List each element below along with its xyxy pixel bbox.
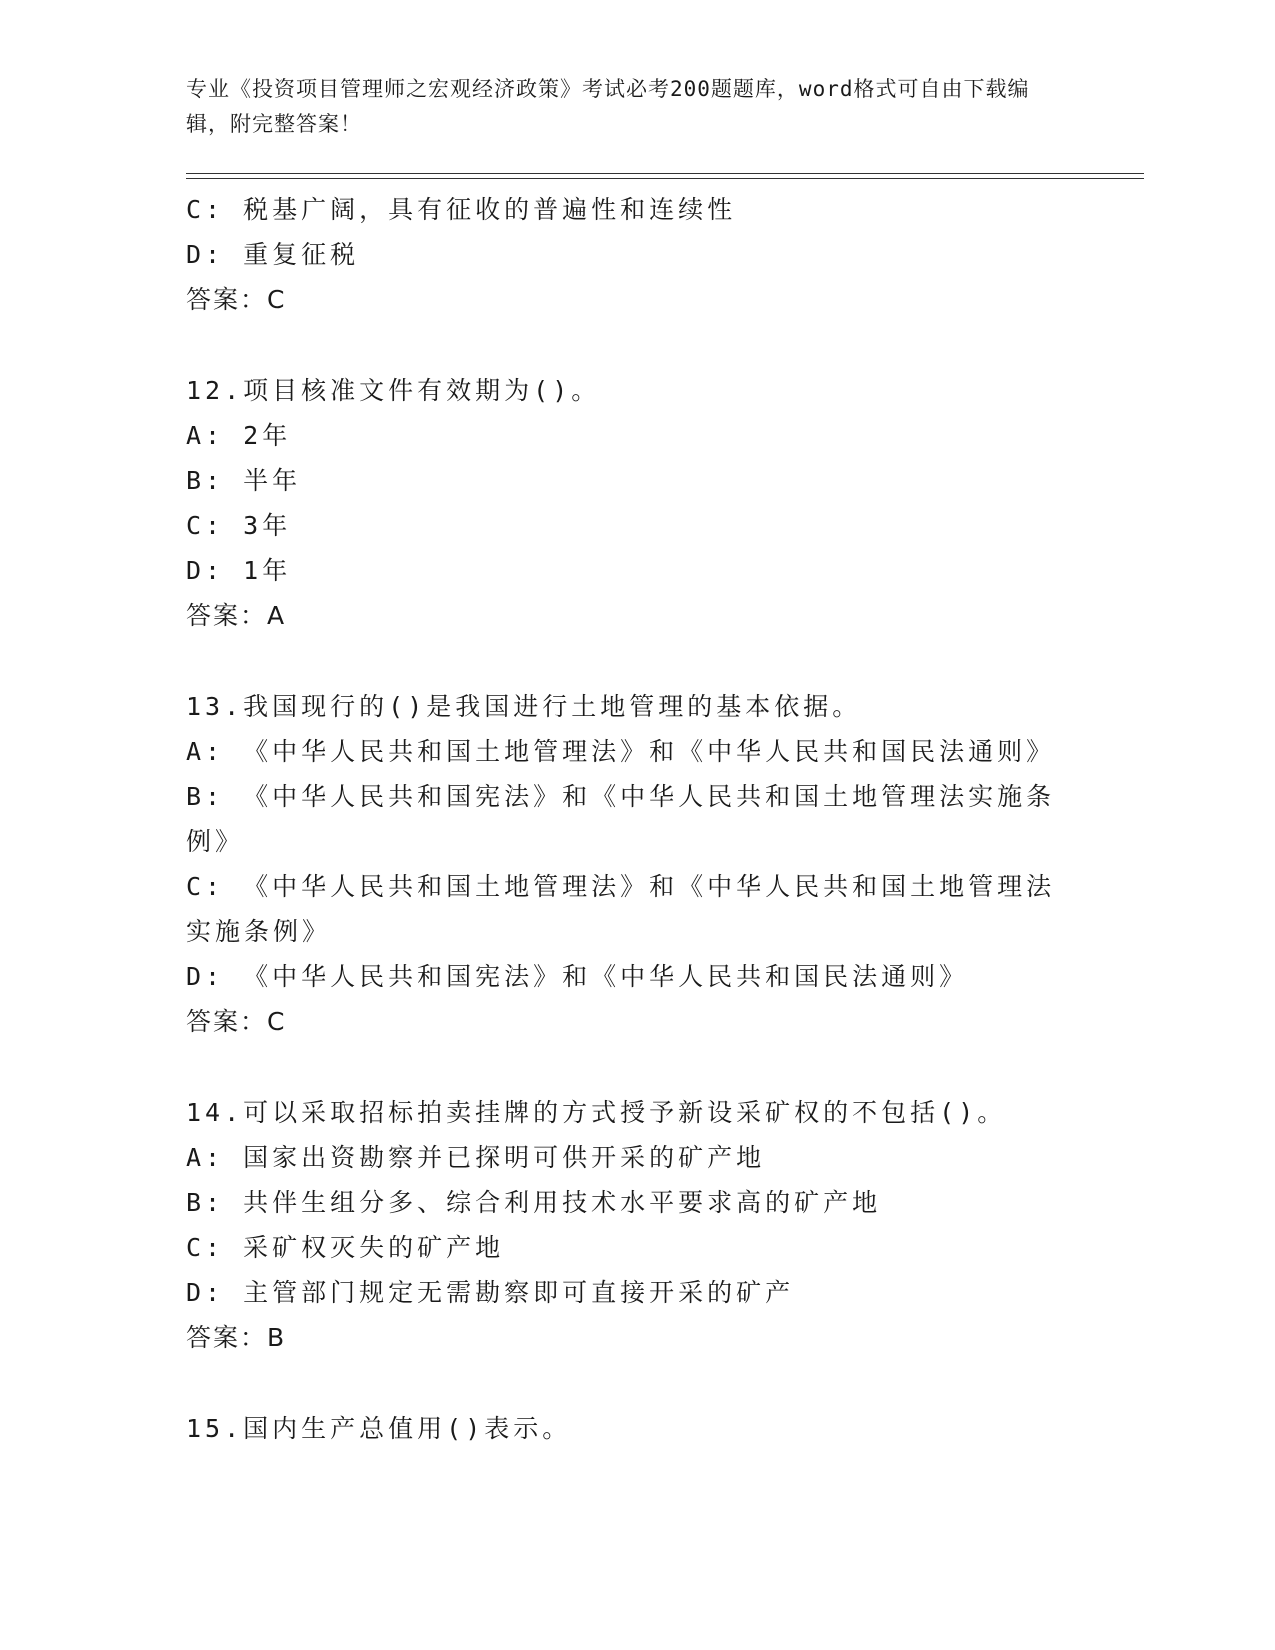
answer-line: 答案：C xyxy=(186,285,285,314)
option-line: B: 半年 xyxy=(186,466,302,495)
answer-line: 答案：C xyxy=(186,1007,285,1036)
question-stem: 13.我国现行的()是我国进行土地管理的基本依据。 xyxy=(186,692,862,721)
answer-line: 答案：A xyxy=(186,601,285,630)
option-line: D: 主管部门规定无需勘察即可直接开采的矿产 xyxy=(186,1278,795,1307)
option-line: A: 《中华人民共和国土地管理法》和《中华人民共和国民法通则》 xyxy=(186,737,1056,766)
option-line: C: 《中华人民共和国土地管理法》和《中华人民共和国土地管理法实施条例》 xyxy=(186,872,1056,946)
option-line: A: 2年 xyxy=(186,421,292,450)
document-header: 专业《投资项目管理师之宏观经济政策》考试必考200题题库，word格式可自由下载编辑，附完整答案！ xyxy=(186,77,1030,136)
header-rule-top xyxy=(186,173,1144,174)
question-stem: 15.国内生产总值用()表示。 xyxy=(186,1414,572,1443)
option-line: D: 1年 xyxy=(186,556,292,585)
option-line: B: 共伴生组分多、综合利用技术水平要求高的矿产地 xyxy=(186,1188,882,1217)
option-line: D: 《中华人民共和国宪法》和《中华人民共和国民法通则》 xyxy=(186,962,969,991)
question-stem: 12.项目核准文件有效期为()。 xyxy=(186,376,601,405)
option-line: B: 《中华人民共和国宪法》和《中华人民共和国土地管理法实施条例》 xyxy=(186,782,1056,856)
option-line: C: 3年 xyxy=(186,511,292,540)
option-line: C: 税基广阔，具有征收的普遍性和连续性 xyxy=(186,195,737,224)
option-line: A: 国家出资勘察并已探明可供开采的矿产地 xyxy=(186,1143,766,1172)
answer-line: 答案：B xyxy=(186,1323,285,1352)
question-list xyxy=(186,187,1066,1451)
option-line: C: 采矿权灭失的矿产地 xyxy=(186,1233,505,1262)
header-rule-bottom xyxy=(186,178,1144,179)
option-line: D: 重复征税 xyxy=(186,240,360,269)
question-stem: 14.可以采取招标拍卖挂牌的方式授予新设采矿权的不包括()。 xyxy=(186,1098,1007,1127)
